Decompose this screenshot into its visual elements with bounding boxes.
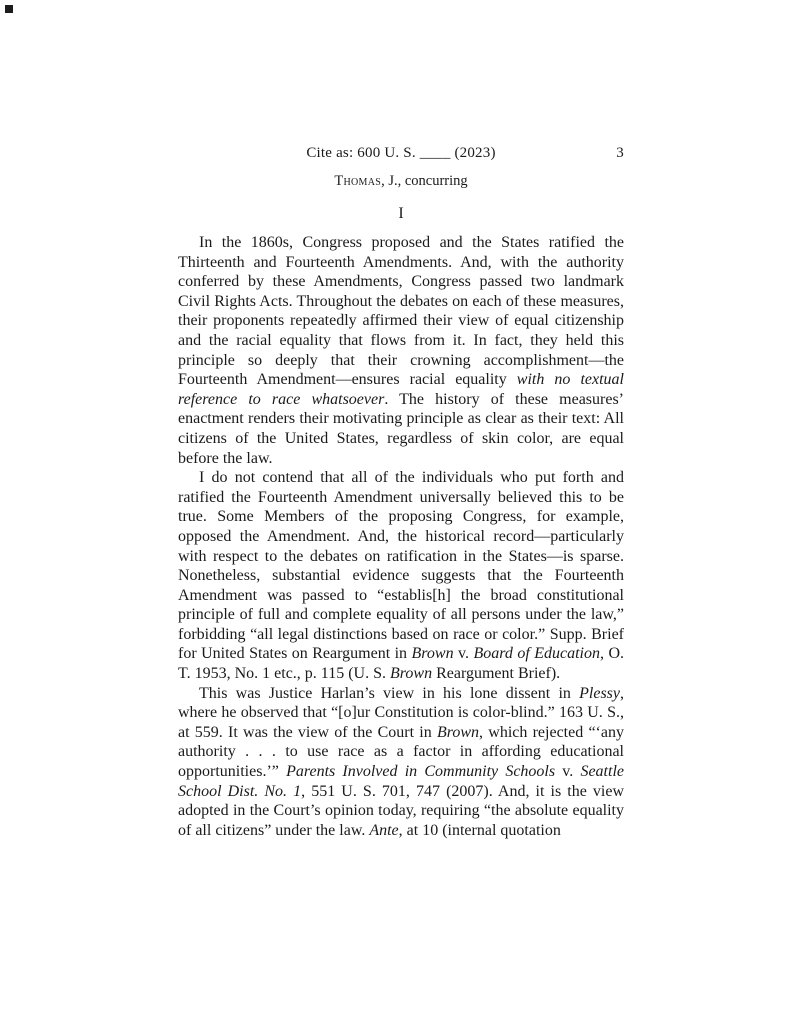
paragraph: I do not contend that all of the individuals who put forth and ratified the Fourteenth Amendment universally believed this to be true. Some Members of the proposing Congress, for example, opposed the Amendment. And, the historical record—particularly with respect to the debates on ratification in the States—is sparse. Nonetheless, substantial evidence suggests that the Fourteenth Amendment was passed to “establis[h] the broad constitutional principle of full and complete equality of all persons under the law,” forbidding “all legal distinctions based on race or color.” Supp. Brief for United States on Reargument in Brown v. Board of Education, O. T. 1953, No. 1 etc., p. 115 (U. S. Brown Reargument Brief).	[178, 469, 624, 683]
citation-line: Cite as: 600 U. S. ____ (2023)	[306, 145, 496, 161]
paragraph: In the 1860s, Congress proposed and the States ratified the Thirteenth and Fourteenth Amendments. And, with the authority conferred by these Amendments, Congress passed two landmark Civil Rights Acts. Throughout the debates on each of these measures, their proponents repeatedly affirmed their view of equal citizenship and the racial equality that flows from it. In fact, they held this principle so deeply that their crowning accomplishment—the Fourteenth Amendment—ensures racial equality with no textual reference to race whatsoever. The history of these measures’ enactment renders their motivating principle as clear as their text: All citizens of the United States, regardless of skin color, are equal before the law.	[178, 234, 625, 467]
scan-artifact-mark	[5, 5, 13, 13]
section-heading: I	[398, 205, 404, 222]
opinion-body	[178, 233, 624, 840]
opinion-content	[178, 145, 624, 840]
paragraph: This was Justice Harlan’s view in his lone dissent in Plessy, where he observed that “[o]ur Constitution is color-blind.” 163 U. S., at 559. It was the view of the Court in Brown, which rejected “‘any authority . . . to use race as a factor in affording educational opportunities.’” Parents Involved in Community Schools v. Seattle School Dist. No. 1, 551 U. S. 701, 747 (2007). And, it is the view adopted in the Court’s opinion today, requiring “the absolute equality of all citizens” under the law. Ante, at 10 (internal quotation	[178, 684, 625, 839]
justice-suffix: , J., concurring	[381, 173, 468, 189]
author-line	[178, 173, 624, 190]
running-header	[178, 145, 624, 162]
page-number: 3	[616, 145, 624, 161]
justice-name: Thomas	[334, 173, 382, 189]
